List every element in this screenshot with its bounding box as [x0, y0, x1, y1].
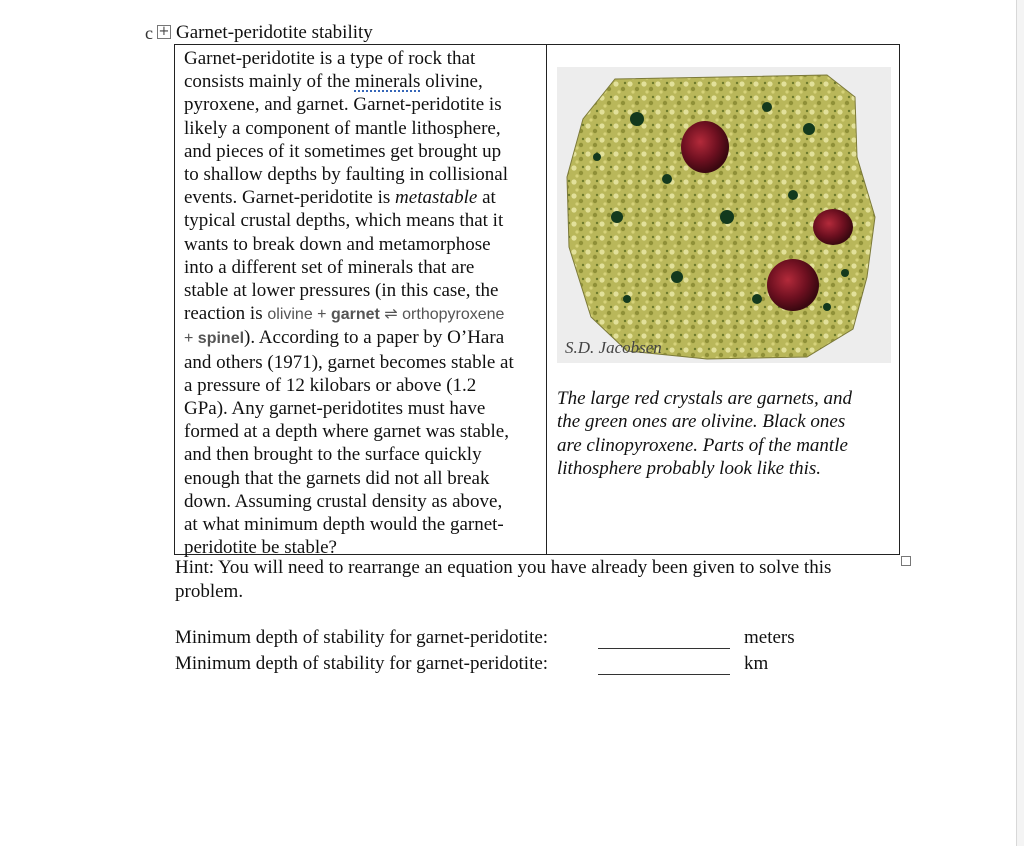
photo-credit: S.D. Jacobsen [565, 338, 662, 357]
text-line: GPa). Any garnet-peridotites must have [184, 398, 486, 420]
text-line: wants to break down and metamorphose [184, 233, 491, 255]
text-line: and then brought to the surface quickly [184, 444, 482, 466]
hint-line: Hint: You will need to rearrange an equation you have already been given to solve this [175, 557, 832, 578]
text-line: and others (1971), garnet becomes stable at [184, 351, 514, 373]
question-marker: c [145, 23, 153, 43]
caption-line: lithosphere probably look like this. [557, 457, 822, 479]
text-line: likely a component of mantle lithosphere, [184, 117, 501, 139]
text-line: peridotite be stable? [184, 537, 337, 559]
hint-line: problem. [175, 581, 244, 602]
text-line: to shallow depths by faulting in collisional [184, 164, 509, 186]
text-line: Garnet-peridotite is a type of rock that [184, 48, 476, 69]
text-line: typical crustal depths, which means that it [184, 210, 504, 232]
section-heading: Garnet-peridotite stability [176, 22, 373, 43]
answer-unit: meters [744, 627, 795, 648]
text-line: stable at lower pressures (in this case, the [184, 280, 499, 302]
answer-blank-km[interactable] [598, 674, 730, 675]
hint-text [175, 556, 831, 604]
text-line: enough that the garnets did not all break [184, 467, 490, 489]
problem-text-cell [184, 47, 540, 559]
table-resize-handle[interactable] [901, 556, 911, 566]
caption-line: are clinopyroxene. Parts of the mantle [557, 434, 848, 456]
text-line: down. Assuming crustal density as above, [184, 490, 503, 512]
answer-blank-meters[interactable] [598, 648, 730, 649]
spellcheck-word[interactable]: minerals [354, 71, 421, 93]
content-table [174, 44, 900, 559]
answer-unit: km [744, 653, 769, 674]
text-line: pyroxene, and garnet. Garnet-peridotite is [184, 94, 502, 116]
table-column-divider [546, 45, 547, 554]
text-line: events. Garnet-peridotite is metastable at [184, 187, 496, 209]
text-line: and pieces of it sometimes get brought up [184, 140, 502, 162]
garnet-peridotite-photo[interactable] [557, 67, 891, 363]
table-move-handle-icon[interactable]: + [158, 24, 170, 39]
scrollbar-track[interactable] [1017, 0, 1024, 846]
caption-line: The large red crystals are garnets, and [557, 388, 853, 409]
reaction-line: + spinel). According to a paper by O’Hara [184, 327, 505, 349]
text-line: a pressure of 12 kilobars or above (1.2 [184, 374, 477, 396]
answer-label: Minimum depth of stability for garnet-peridotite: [175, 627, 549, 648]
text-line: consists mainly of the minerals olivine, [184, 71, 483, 93]
reaction-line: reaction is olivine + garnet ⇌ orthopyroxene [184, 303, 505, 325]
garnet-crystal [681, 121, 729, 173]
answer-label: Minimum depth of stability for garnet-peridotite: [175, 653, 549, 674]
text-line: into a different set of minerals that are [184, 256, 475, 278]
garnet-crystal [767, 259, 819, 311]
text-line: at what minimum depth would the garnet- [184, 514, 504, 536]
caption-line: the green ones are olivine. Black ones [557, 411, 846, 433]
garnet-crystal [813, 209, 853, 245]
text-line: formed at a depth where garnet was stable, [184, 421, 509, 443]
photo-caption [557, 387, 887, 480]
